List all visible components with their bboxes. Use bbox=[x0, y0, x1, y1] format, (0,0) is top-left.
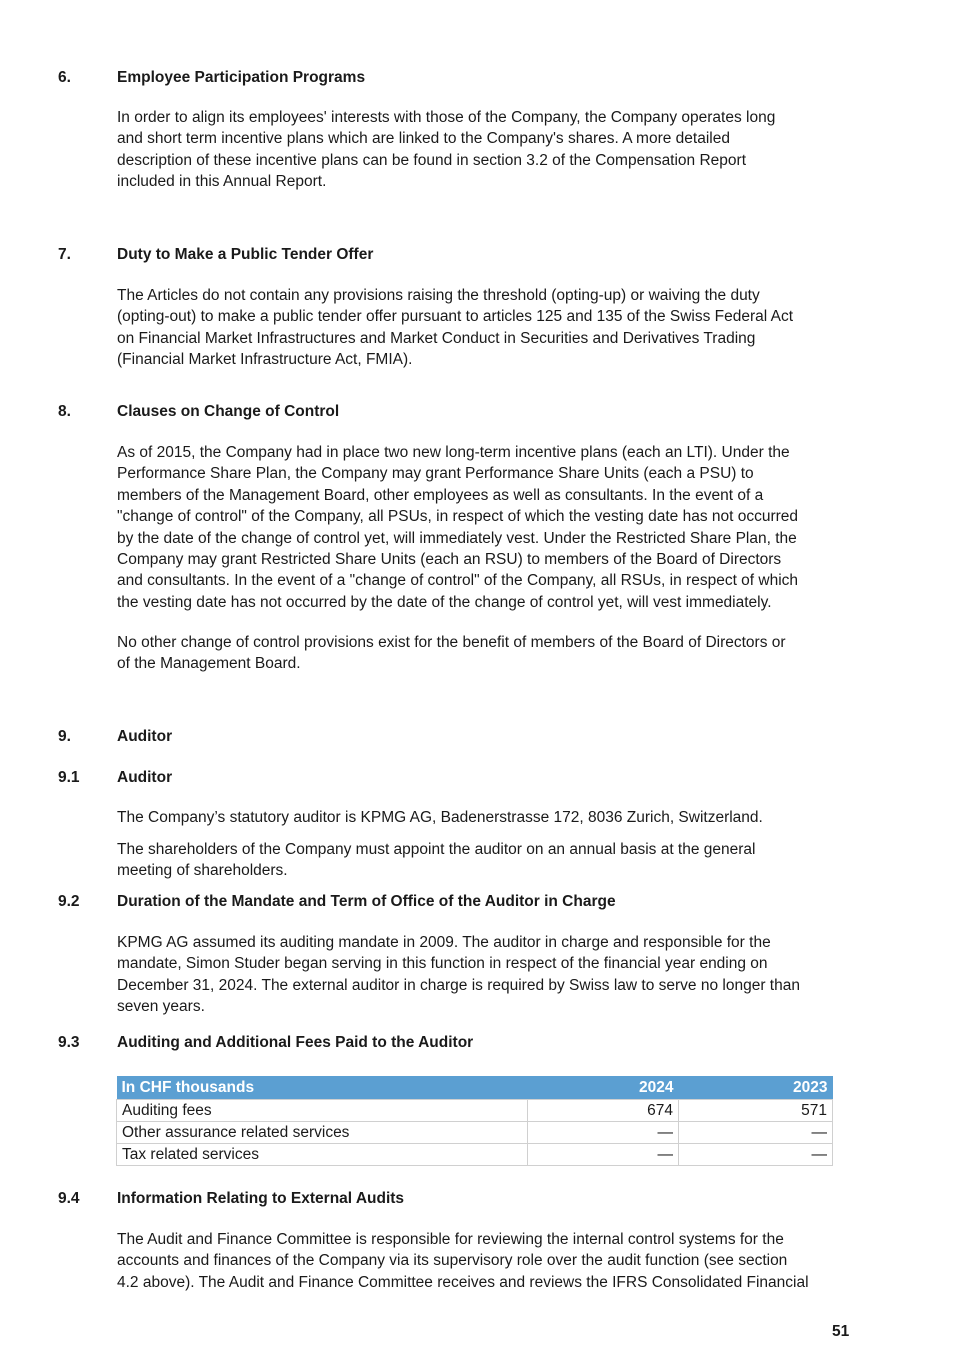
paragraph bbox=[117, 932, 867, 1018]
auditor-fees-table bbox=[116, 1076, 833, 1166]
text-line: As of 2015, the Company had in place two new long-term incentive plans (each an LTI). Under the bbox=[117, 444, 790, 461]
text-line: description of these incentive plans can be found in section 3.2 of the Compensation Report bbox=[117, 151, 747, 169]
section-heading: Auditor bbox=[117, 728, 173, 745]
table-cell: — bbox=[679, 1144, 833, 1166]
text-line: of the Management Board. bbox=[117, 655, 301, 673]
table-row bbox=[117, 1122, 833, 1144]
text-line: (opting-out) to make a public tender offer pursuant to articles 125 and 135 of the Swiss Federal Act bbox=[117, 308, 794, 326]
table-cell: — bbox=[679, 1122, 833, 1144]
paragraph bbox=[117, 442, 867, 613]
table-row bbox=[117, 1100, 833, 1122]
section-number: 9.1 bbox=[58, 769, 80, 786]
table-cell: Auditing fees bbox=[117, 1100, 528, 1122]
text-line: accounts and finances of the Company via its supervisory role over the audit function (see section bbox=[117, 1252, 788, 1270]
text-line: and short term incentive plans which are linked to the Company's shares. A more detailed bbox=[117, 130, 730, 148]
table-cell: Other assurance related services bbox=[117, 1122, 528, 1144]
text-line: Company may grant Restricted Share Units (each an RSU) to members of the Board of Directors bbox=[117, 551, 782, 569]
paragraph bbox=[117, 839, 867, 882]
paragraph bbox=[117, 632, 867, 675]
section-heading: Auditing and Additional Fees Paid to the Auditor bbox=[117, 1034, 474, 1051]
paragraph bbox=[117, 285, 867, 371]
table-cell: 571 bbox=[679, 1100, 833, 1122]
text-line: The Audit and Finance Committee is responsible for reviewing the internal control systems for the bbox=[117, 1231, 784, 1248]
text-line: seven years. bbox=[117, 998, 205, 1016]
text-line: The Company’s statutory auditor is KPMG AG, Badenerstrasse 172, 8036 Zurich, Switzerland. bbox=[117, 809, 763, 826]
table-cell: 674 bbox=[528, 1100, 679, 1122]
section-number: 9. bbox=[58, 728, 71, 745]
section-number: 6. bbox=[58, 69, 71, 86]
table-header: In CHF thousands bbox=[117, 1076, 528, 1100]
section-heading: Auditor bbox=[117, 769, 173, 786]
section-heading: Information Relating to External Audits bbox=[117, 1190, 405, 1207]
table-header: 2024 bbox=[528, 1076, 679, 1100]
paragraph bbox=[117, 807, 867, 828]
text-line: 4.2 above). The Audit and Finance Committee receives and reviews the IFRS Consolidated Financial bbox=[117, 1273, 809, 1291]
section-heading: Employee Participation Programs bbox=[117, 69, 366, 86]
text-line: on Financial Market Infrastructures and Market Conduct in Securities and Derivatives Trading bbox=[117, 329, 756, 347]
text-line: the vesting date has not occurred by the date of the change of control yet, will vest immediately. bbox=[117, 593, 772, 611]
section-number: 9.4 bbox=[58, 1190, 80, 1207]
page-number: 51 bbox=[832, 1323, 850, 1340]
text-line: "change of control" of the Company, all PSUs, in respect of which the vesting date has not occurred bbox=[117, 508, 799, 526]
table-row bbox=[117, 1144, 833, 1166]
table-header: 2023 bbox=[679, 1076, 833, 1100]
section-heading: Clauses on Change of Control bbox=[117, 403, 340, 420]
section-heading: Duration of the Mandate and Term of Office of the Auditor in Charge bbox=[117, 893, 616, 910]
text-line: by the date of the change of control yet, will immediately vest. Under the Restricted Share Plan, the bbox=[117, 529, 797, 547]
section-number: 9.3 bbox=[58, 1034, 80, 1051]
text-line: In order to align its employees' interests with those of the Company, the Company operates long bbox=[117, 109, 776, 126]
text-line: The Articles do not contain any provisions raising the threshold (opting-up) or waiving the duty bbox=[117, 287, 760, 304]
text-line: Performance Share Plan, the Company may grant Performance Share Units (each a PSU) to bbox=[117, 465, 754, 483]
text-line: mandate, Simon Studer began serving in this function in respect of the financial year ending on bbox=[117, 955, 768, 973]
table-cell: — bbox=[528, 1144, 679, 1166]
text-line: (Financial Market Infrastructure Act, FMIA). bbox=[117, 351, 413, 369]
text-line: December 31, 2024. The external auditor in charge is required by Swiss law to serve no longer than bbox=[117, 976, 800, 994]
text-line: KPMG AG assumed its auditing mandate in 2009. The auditor in charge and responsible for the bbox=[117, 934, 771, 951]
text-line: No other change of control provisions exist for the benefit of members of the Board of Directors or bbox=[117, 634, 786, 651]
section-number: 7. bbox=[58, 246, 71, 263]
text-line: members of the Management Board, other employees as well as consultants. In the event of a bbox=[117, 486, 764, 504]
section-heading: Duty to Make a Public Tender Offer bbox=[117, 246, 374, 263]
section-number: 8. bbox=[58, 403, 71, 420]
table-header-row bbox=[117, 1076, 833, 1100]
table-cell: Tax related services bbox=[117, 1144, 528, 1166]
paragraph bbox=[117, 1229, 867, 1293]
text-line: The shareholders of the Company must appoint the auditor on an annual basis at the general bbox=[117, 841, 756, 858]
text-line: meeting of shareholders. bbox=[117, 862, 288, 880]
table-cell: — bbox=[528, 1122, 679, 1144]
section-number: 9.2 bbox=[58, 893, 80, 910]
text-line: included in this Annual Report. bbox=[117, 173, 327, 191]
paragraph bbox=[117, 107, 867, 193]
text-line: and consultants. In the event of a "change of control" of the Company, all RSUs, in respect of which bbox=[117, 572, 799, 590]
